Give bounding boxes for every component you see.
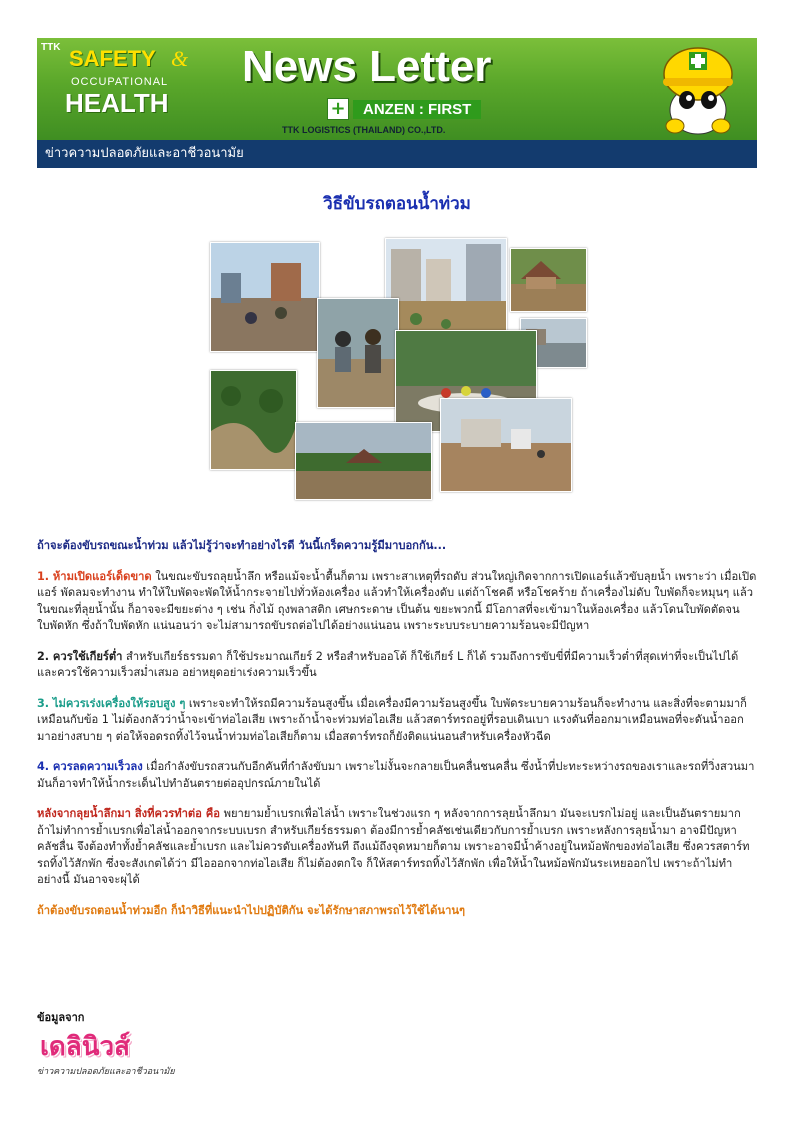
article-closing: ถ้าต้องขับรถตอนน้ำท่วมอีก ก็นำวิธีที่แนะนำไปปฏิบัติกัน จะได้รักษาสภาพรถไว้ใช้ได้นานๆ [37, 903, 466, 917]
article-body [37, 538, 757, 933]
after-flood-body: พยายามย้ำเบรกเพื่อไล่น้ำ เพราะในช่วงแรก ๆ หลังจากการลุยน้ำลึกมา มันจะเบรกไม่อยู่ และเป็นอันตรายมาก ถ้าไม่ทำการย้ำเบรกเพื่อไล่น้ำออกจากระบบเบรก สำหรับเกียร์ธรรมดา ต้องมีการย้ำคลัชเช่นเดียวกับการย้ำเบรก เพราะหลังการลุยน้ำมา อาจมีปัญหาคลัชลื่น จึงต้องทำทั้งย้ำคลัชและย้ำเบรก และไม่ควรดับเครื่องทันที ถึงแม้ถึงจุดหมายก็ตาม เพราะอาจมีน้ำค้างอยู่ในหม้อพักของท่อไอเสีย ซึ่งควรสตาร์ทรถทิ้งไว้สักพัก ซึ่งจะสังเกตได้ว่า มีไอออกจากท่อไอเสีย ก็ไม่ต้องตกใจ ก็ให้สตาร์ทรถทิ้งไว้สักพัก เพื่อให้น้ำในหม้อพักมันระเหยออกไป เพราะถ้าไม่ทำอย่างนี้ มันอาจจะผุได้ [37, 807, 750, 886]
source-label: ข้อมูลจาก [37, 1011, 85, 1024]
photo-street-buildings [385, 238, 507, 340]
tip-1-body: ในขณะขับรถลุยน้ำลึก หรือแม้จะน้ำตื้นก็ตาม เพราะสาเหตุที่รถดับ ส่วนใหญ่เกิดจากการเปิดแอร์แล้วขับลุยน้ำ เพราะว่า เมื่อเปิดแอร์ พัดลมจะทำงาน ทำให้ใบพัดจะพัดให้น้ำกระจายไปทั่วห้องเครื่อง แล้วทำให้เครื่องดับ แต่ถ้าโชคดี หรือโชคร้าย ถ้าเครื่องไม่ดับ ใบพัดก็จะหมุนๆ แล้วในขณะที่ลุยน้ำนั้น ก็อาจจะมีขยะต่าง ๆ เช่น กิ่งไม้ ถุงพลาสติก เศษกระดาษ เป็นต้น ขยะพวกนี้ มีโอกาสที่จะเข้ามาในห้องเครื่อง แล้วโดนใบพัดตัดจนใบพัดหัก ซึ่งถ้าใบพัดหัก แน่นอนว่า จะไม่สามารถขับรถต่อไปได้อย่างแน่นอน เพราะระบบระบายความร้อนจะมีปัญหา [37, 569, 757, 632]
tip-1-heading: 1. ห้ามเปิดแอร์เด็ดขาด [37, 569, 152, 583]
tip-4-heading: 4. ควรลดความเร็วลง [37, 760, 143, 773]
article-intro: ถ้าจะต้องขับรถขณะน้ำท่วม แล้วไม่รู้ว่าจะทำอย่างไรดี วันนี้เกร็ดความรู้มีมาบอกกัน... [37, 539, 447, 552]
tip-4 [37, 759, 757, 792]
health-label: HEALTH [65, 88, 169, 118]
helmet-mascot-icon [653, 40, 743, 138]
tip-3 [37, 696, 757, 746]
ampersand-label: & [171, 46, 189, 71]
tip-3-body: เพราะจะทำให้รถมีความร้อนสูงขึ้น เมื่อเครื่องมีความร้อนสูงขึ้น ใบพัดระบายความร้อนก็จะทำงาน และสิ่งที่จะตามมาก็เหมือนกับข้อ 1 ไม่ต้องกลัวว่าน้ำจะเข้าท่อไอเสีย เพราะถ้าน้ำจะท่วมท่อไอเสีย แล้วสตาร์ทรถอยู่ที่รอบเดินเบา แรงดันที่ออกมาเหมือนพอที่จะดันน้ำออกมาอย่างสบาย ๆ ต่อให้จอดรถทิ้งไว้จนน้ำท่วมท่อไอเสียก็ตาม เมื่อสตาร์ทรถก็ยังติดแน่นอนสำหรับเครื่องหัวฉีด [37, 696, 747, 743]
ttk-label: TTK [41, 42, 61, 53]
photo-flooded-street-crowd [210, 242, 320, 352]
safety-label: SAFETY [69, 46, 156, 71]
tip-3-heading: 3. ไม่ควรเร่งเครื่องให้รอบสูง ๆ [37, 696, 186, 710]
photo-aerial-flood [210, 370, 297, 470]
tip-4-body: เมื่อกำลังขับรถสวนกับอีกคันที่กำลังขับมา เพราะไม่งั้นจะกลายเป็นคลื่นชนคลื่น ซึ่งน้ำที่ปะทะระหว่างรถของเราและรถที่วิ่งสวนมา มันก็อาจทำให้น้ำกระเด็นไปทำอันตรายต่ออุปกรณ์ภายในได้ [37, 760, 755, 790]
photo-flooded-village [295, 422, 432, 500]
photo-people-wading [317, 298, 399, 408]
newsletter-banner [37, 38, 757, 140]
company-name: TTK LOGISTICS (THAILAND) CO.,LTD. [282, 125, 446, 135]
photo-submerged-houses [510, 248, 587, 312]
photo-truck-in-water [440, 398, 572, 492]
dailynews-logo: เดลินิวส์ [40, 1032, 130, 1062]
after-flood-heading: หลังจากลุยน้ำลึกมา สิ่งที่ควรทำต่อ คือ [37, 807, 221, 820]
newsletter-title: News Letter [242, 42, 492, 91]
page-footer: ข่าวความปลอดภัยและอาชีวอนามัย [37, 1067, 175, 1077]
first-aid-cross-icon: + [327, 98, 349, 120]
tip-2 [37, 649, 757, 682]
flood-photo-collage [205, 230, 590, 505]
after-flood-tip [37, 806, 757, 889]
article-title: วิธีขับรถตอนน้ำท่วม [323, 194, 471, 214]
tip-2-heading: 2. ควรใช้เกียร์ต่ำ [37, 649, 123, 663]
anzen-badge [327, 98, 481, 120]
newsletter-subtitle-bar: ข่าวความปลอดภัยและอาชีวอนามัย [37, 140, 757, 168]
tip-2-body: สำหรับเกียร์ธรรมดา ก็ใช้ประมาณเกียร์ 2 หรือสำหรับออโต้ ก็ใช้เกียร์ L ก็ได้ รวมถึงการขับขี่ที่มีความเร็วต่ำที่สุดเท่าที่จะเป็นไปได้ และควรใช้ความเร็วสม่ำเสมอ อย่าหยุดอย่าเร่งความเร็วขึ้น [37, 649, 739, 679]
occupational-label: OCCUPATIONAL [71, 76, 169, 88]
tip-1 [37, 569, 757, 635]
anzen-label: ANZEN : FIRST [353, 100, 481, 119]
